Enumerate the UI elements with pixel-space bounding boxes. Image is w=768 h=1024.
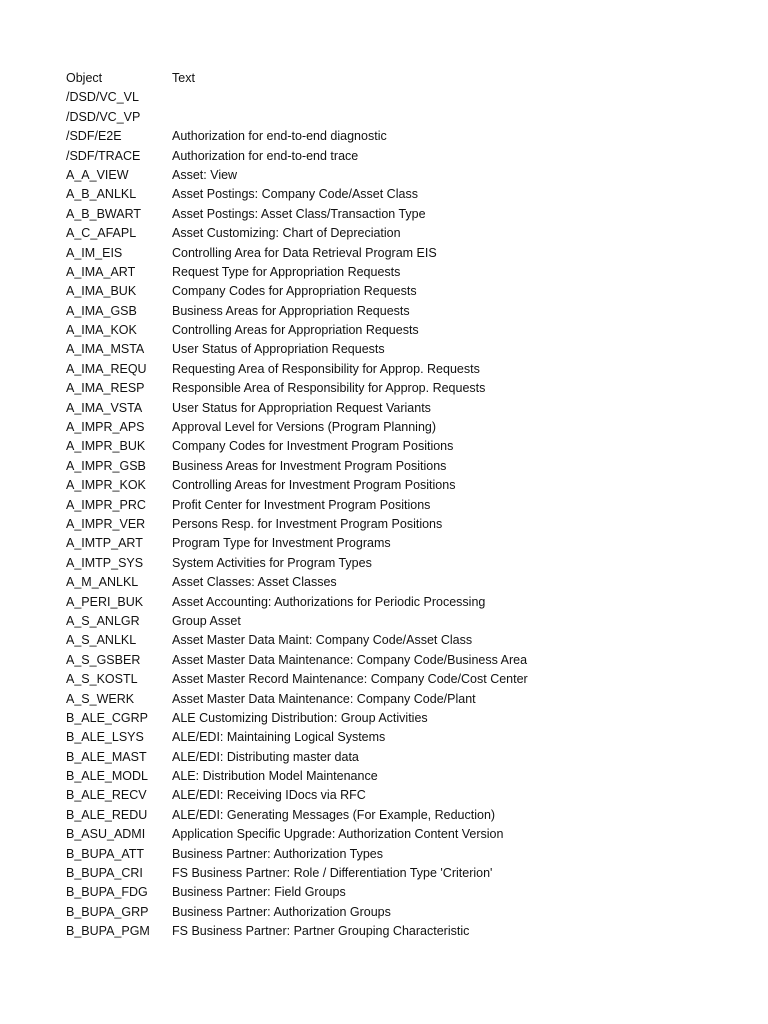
table-row <box>66 399 756 418</box>
table-row <box>66 825 756 844</box>
object-cell: A_B_BWART <box>66 206 142 221</box>
text-cell: Request Type for Appropriation Requests <box>172 264 401 279</box>
object-cell: A_IMTP_SYS <box>66 555 144 570</box>
text-cell: Authorization for end-to-end diagnostic <box>172 129 387 144</box>
table-row <box>66 573 756 592</box>
object-cell: A_IMPR_VER <box>66 516 146 531</box>
object-cell: A_S_ANLKL <box>66 633 137 648</box>
table-row <box>66 457 756 476</box>
object-cell: A_A_VIEW <box>66 167 129 182</box>
text-cell: Persons Resp. for Investment Program Positions <box>172 516 443 531</box>
object-cell: /DSD/VC_VP <box>66 109 141 124</box>
table-row <box>66 166 756 185</box>
text-cell: Business Partner: Authorization Types <box>172 846 383 861</box>
text-cell: Responsible Area of Responsibility for Approp. Requests <box>172 381 486 396</box>
object-cell: /DSD/VC_VL <box>66 90 139 105</box>
table-row <box>66 244 756 263</box>
object-cell: B_ALE_RECV <box>66 788 147 803</box>
text-cell: Controlling Area for Data Retrieval Program EIS <box>172 245 437 260</box>
table-row <box>66 612 756 631</box>
table-row <box>66 379 756 398</box>
table-row <box>66 437 756 456</box>
object-cell: B_ALE_MODL <box>66 769 148 784</box>
text-cell: Asset Accounting: Authorizations for Periodic Processing <box>172 594 486 609</box>
object-cell: B_BUPA_CRI <box>66 866 143 881</box>
object-cell: B_ALE_CGRP <box>66 710 148 725</box>
table-row <box>66 593 756 612</box>
table-row <box>66 922 756 941</box>
text-cell: Approval Level for Versions (Program Planning) <box>172 420 437 435</box>
table-row <box>66 476 756 495</box>
table-row <box>66 670 756 689</box>
table-row <box>66 554 756 573</box>
text-cell: Business Partner: Field Groups <box>172 885 346 900</box>
object-cell: A_IMPR_PRC <box>66 497 146 512</box>
object-cell: A_IMPR_APS <box>66 420 145 435</box>
table-row <box>66 321 756 340</box>
object-cell: A_IMA_MSTA <box>66 342 145 357</box>
table-row <box>66 690 756 709</box>
table-row <box>66 864 756 883</box>
text-cell: Group Asset <box>172 613 241 628</box>
object-table <box>66 69 756 942</box>
object-cell: A_S_KOSTL <box>66 672 138 687</box>
text-cell: Business Areas for Investment Program Positions <box>172 458 447 473</box>
table-body <box>66 88 756 941</box>
table-row <box>66 845 756 864</box>
text-cell: ALE/EDI: Distributing master data <box>172 749 359 764</box>
table-row <box>66 709 756 728</box>
table-row <box>66 302 756 321</box>
object-cell: A_IMA_BUK <box>66 284 137 299</box>
object-cell: B_BUPA_GRP <box>66 904 149 919</box>
table-row <box>66 340 756 359</box>
text-cell: ALE/EDI: Generating Messages (For Example, Reduction) <box>172 807 496 822</box>
object-cell: B_BUPA_PGM <box>66 924 150 939</box>
text-cell: Program Type for Investment Programs <box>172 536 391 551</box>
table-row <box>66 631 756 650</box>
text-cell: Asset Master Data Maintenance: Company Code/Business Area <box>172 652 528 667</box>
table-row <box>66 806 756 825</box>
object-cell: A_PERI_BUK <box>66 594 144 609</box>
table-row <box>66 282 756 301</box>
table-row <box>66 185 756 204</box>
object-cell: B_ALE_LSYS <box>66 730 144 745</box>
text-cell: ALE Customizing Distribution: Group Activities <box>172 710 428 725</box>
text-cell: ALE/EDI: Receiving IDocs via RFC <box>172 788 366 803</box>
text-cell: Business Partner: Authorization Groups <box>172 904 391 919</box>
object-cell: A_C_AFAPL <box>66 226 137 241</box>
text-cell: Application Specific Upgrade: Authorization Content Version <box>172 827 504 842</box>
object-cell: A_IMA_ART <box>66 264 136 279</box>
table-row <box>66 515 756 534</box>
text-cell: Asset Master Record Maintenance: Company Code/Cost Center <box>172 672 528 687</box>
text-cell: Requesting Area of Responsibility for Approp. Requests <box>172 361 480 376</box>
table-row <box>66 883 756 902</box>
text-cell: Asset Customizing: Chart of Depreciation <box>172 226 401 241</box>
object-cell: B_BUPA_ATT <box>66 846 145 861</box>
object-cell: B_ALE_REDU <box>66 807 148 822</box>
object-cell: A_IMA_RESP <box>66 381 145 396</box>
text-cell: Asset Postings: Asset Class/Transaction Type <box>172 206 426 221</box>
object-cell: B_BUPA_FDG <box>66 885 148 900</box>
text-cell: ALE: Distribution Model Maintenance <box>172 769 378 784</box>
header-text: Text <box>172 71 195 85</box>
object-cell: A_M_ANLKL <box>66 575 139 590</box>
object-cell: B_ASU_ADMI <box>66 827 146 842</box>
table-row <box>66 205 756 224</box>
object-cell: A_IMA_GSB <box>66 303 137 318</box>
text-cell: Asset: View <box>172 167 238 182</box>
text-cell: Asset Master Data Maintenance: Company Code/Plant <box>172 691 476 706</box>
table-row <box>66 748 756 767</box>
text-cell: Controlling Areas for Appropriation Requests <box>172 323 419 338</box>
table-row <box>66 224 756 243</box>
text-cell: Company Codes for Investment Program Positions <box>172 439 454 454</box>
object-cell: A_IMPR_KOK <box>66 478 146 493</box>
object-cell: A_IMA_KOK <box>66 323 137 338</box>
object-cell: /SDF/TRACE <box>66 148 141 163</box>
object-cell: A_S_ANLGR <box>66 613 140 628</box>
object-cell: A_IM_EIS <box>66 245 123 260</box>
text-cell: Authorization for end-to-end trace <box>172 148 359 163</box>
table-row <box>66 263 756 282</box>
text-cell: FS Business Partner: Role / Differentiation Type 'Criterion' <box>172 866 493 881</box>
table-row <box>66 767 756 786</box>
table-row <box>66 127 756 146</box>
object-cell: B_ALE_MAST <box>66 749 147 764</box>
object-cell: A_S_WERK <box>66 691 135 706</box>
table-row <box>66 108 756 127</box>
table-row <box>66 88 756 107</box>
object-cell: /SDF/E2E <box>66 129 122 144</box>
text-cell: User Status for Appropriation Request Variants <box>172 400 431 415</box>
object-cell: A_B_ANLKL <box>66 187 137 202</box>
text-cell: Asset Classes: Asset Classes <box>172 575 337 590</box>
object-cell: A_IMA_REQU <box>66 361 147 376</box>
table-row <box>66 903 756 922</box>
table-row <box>66 534 756 553</box>
table-row <box>66 147 756 166</box>
object-cell: A_IMA_VSTA <box>66 400 143 415</box>
table-row <box>66 651 756 670</box>
text-cell: ALE/EDI: Maintaining Logical Systems <box>172 730 386 745</box>
text-cell: Asset Postings: Company Code/Asset Class <box>172 187 418 202</box>
text-cell: Profit Center for Investment Program Positions <box>172 497 431 512</box>
table-header <box>66 69 756 88</box>
text-cell: Business Areas for Appropriation Requests <box>172 303 410 318</box>
table-row <box>66 728 756 747</box>
table-row <box>66 496 756 515</box>
table-row <box>66 418 756 437</box>
object-cell: A_IMTP_ART <box>66 536 143 551</box>
text-cell: Controlling Areas for Investment Program Positions <box>172 478 456 493</box>
header-object: Object <box>66 71 103 85</box>
object-cell: A_IMPR_GSB <box>66 458 146 473</box>
table-row <box>66 360 756 379</box>
text-cell: Asset Master Data Maint: Company Code/Asset Class <box>172 633 473 648</box>
text-cell: Company Codes for Appropriation Requests <box>172 284 417 299</box>
object-cell: A_IMPR_BUK <box>66 439 146 454</box>
object-cell: A_S_GSBER <box>66 652 141 667</box>
text-cell: FS Business Partner: Partner Grouping Characteristic <box>172 924 470 939</box>
table-row <box>66 786 756 805</box>
text-cell: System Activities for Program Types <box>172 555 372 570</box>
text-cell: User Status of Appropriation Requests <box>172 342 385 357</box>
